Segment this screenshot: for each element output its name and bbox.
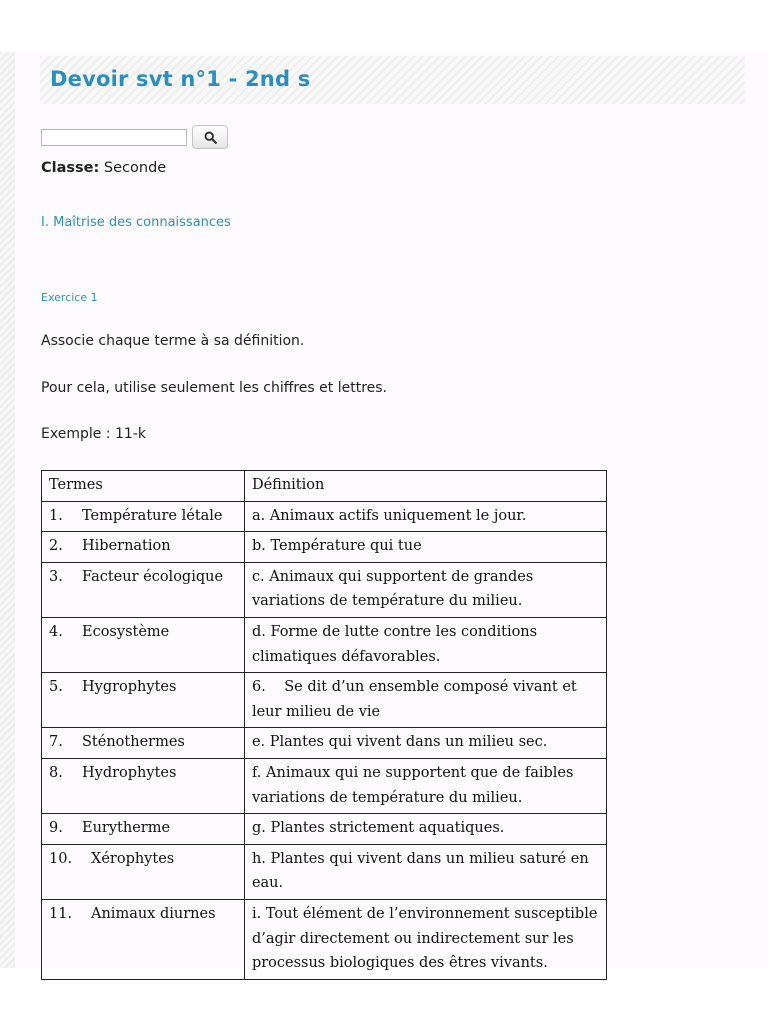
- term-definition: f. Animaux qui ne supportent que de faibles variations de température du milieu.: [244, 758, 606, 813]
- term-number: 3.: [49, 568, 63, 585]
- table-row: [42, 562, 607, 617]
- page-content: [15, 52, 768, 972]
- term-name: Eurytherme: [82, 820, 171, 837]
- title-bar: [40, 56, 745, 104]
- table-row: [42, 532, 607, 563]
- table-row: [42, 899, 607, 979]
- page-title: Devoir svt n°1 - 2nd s: [50, 67, 311, 91]
- term-number: 8.: [49, 764, 63, 781]
- term-name: Sténothermes: [82, 734, 185, 751]
- exercise-heading: Exercice 1: [41, 291, 98, 304]
- term-definition: 6. Se dit d’un ensemble composé vivant et leur milieu de vie: [244, 673, 606, 728]
- term-definition: g. Plantes strictement aquatiques.: [244, 814, 606, 845]
- exercise-hint: Pour cela, utilise seulement les chiffres et lettres.: [41, 380, 388, 396]
- term-definition: d. Forme de lutte contre les conditions climatiques défavorables.: [244, 617, 606, 672]
- class-info: [41, 160, 166, 176]
- term-number: 2.: [49, 538, 63, 555]
- table-row: [42, 844, 607, 899]
- table-row: [42, 758, 607, 813]
- class-label: Classe:: [41, 160, 100, 176]
- term-name: Ecosystème: [82, 623, 170, 640]
- term-name: Xérophytes: [91, 850, 175, 867]
- left-border-stripe: [0, 52, 15, 968]
- term-number: 9.: [49, 820, 63, 837]
- term-definition: b. Température qui tue: [244, 532, 606, 563]
- term-definition: c. Animaux qui supportent de grandes variations de température du milieu.: [244, 562, 606, 617]
- table-header-terms: Termes: [42, 471, 245, 502]
- term-number: 4.: [49, 623, 63, 640]
- term-number: 5.: [49, 679, 63, 696]
- table-header-row: [42, 471, 607, 502]
- term-name: Hydrophytes: [82, 764, 177, 781]
- term-number: 10.: [49, 850, 73, 867]
- section-heading: I. Maîtrise des connaissances: [41, 215, 231, 230]
- table-header-definition: Définition: [244, 471, 606, 502]
- search-icon: [204, 131, 217, 144]
- term-name: Température létale: [82, 507, 223, 524]
- table-row: [42, 501, 607, 532]
- table-row: [42, 728, 607, 759]
- term-number: 7.: [49, 734, 63, 751]
- exercise-example: Exemple : 11-k: [41, 426, 146, 442]
- table-row: [42, 673, 607, 728]
- term-name: Facteur écologique: [82, 568, 224, 585]
- term-name: Animaux diurnes: [91, 905, 216, 922]
- table-row: [42, 617, 607, 672]
- term-number: 11.: [49, 905, 73, 922]
- matching-table: [41, 470, 607, 980]
- term-number: 1.: [49, 507, 63, 524]
- exercise-instruction: Associe chaque terme à sa définition.: [41, 333, 305, 349]
- term-definition: i. Tout élément de l’environnement susceptible d’agir directement ou indirectement sur les processus biologiques des êtres vivants.: [244, 899, 606, 979]
- table-row: [42, 814, 607, 845]
- term-name: Hibernation: [82, 538, 171, 555]
- term-definition: e. Plantes qui vivent dans un milieu sec.: [244, 728, 606, 759]
- term-definition: h. Plantes qui vivent dans un milieu saturé en eau.: [244, 844, 606, 899]
- search-button[interactable]: [192, 125, 228, 149]
- class-value: Seconde: [103, 160, 167, 176]
- term-definition: a. Animaux actifs uniquement le jour.: [244, 501, 606, 532]
- term-name: Hygrophytes: [82, 679, 177, 696]
- search-input[interactable]: [41, 129, 187, 146]
